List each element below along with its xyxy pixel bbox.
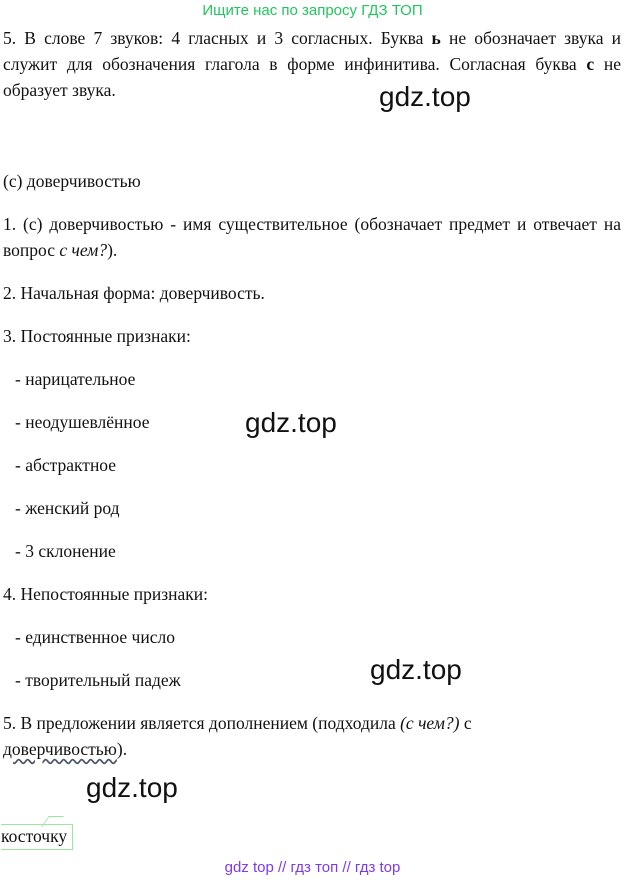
text-segment: не обозначает звука и служит для обозначения глагола в форме инфинитива. Согласная буква: [3, 28, 621, 74]
sound-analysis-paragraph: [3, 25, 621, 103]
text-segment: с: [459, 713, 472, 733]
watermark: gdz.top: [379, 81, 471, 112]
underlined-object: доверчивостью: [3, 739, 117, 759]
parse-item-4: 4. Непостоянные признаки:: [3, 584, 208, 604]
variable-feature: - творительный падеж: [15, 670, 181, 690]
text-segment: ).: [107, 240, 118, 260]
question-italic: с чем?: [59, 240, 108, 260]
footer-links: gdz top // гдз топ // гдз top: [224, 859, 401, 876]
text-segment: не образует звука.: [3, 54, 621, 100]
constant-feature: - неодушевлённое: [15, 412, 150, 432]
document-body: [3, 22, 621, 762]
constant-feature: - абстрактное: [15, 455, 117, 475]
parse-item-1: [3, 211, 621, 263]
question-italic: (с чем?): [400, 713, 460, 733]
parse-item-3: 3. Постоянные признаки:: [3, 326, 191, 346]
text-segment: 5. В слове 7 звуков: 4 гласных и 3 согласных. Буква: [3, 28, 432, 48]
watermark: gdz.top: [86, 772, 178, 803]
constant-feature: - 3 склонение: [15, 541, 116, 561]
parse-heading: (с) доверчивостью: [3, 171, 141, 191]
parse-item-2: 2. Начальная форма: доверчивость.: [3, 283, 265, 303]
constant-feature: - женский род: [15, 498, 120, 518]
text-segment: ).: [116, 739, 128, 759]
text-segment: 5. В предложении является дополнением (подходила: [3, 713, 401, 733]
top-banner: Ищите нас по запросу ГДЗ ТОП: [202, 2, 423, 19]
text-segment: 1. (с) доверчивостью - имя существительное (обозначает предмет и отвечает на вопрос: [3, 214, 621, 260]
constant-feature: - нарицательное: [15, 369, 136, 389]
watermark: gdz.top: [370, 654, 462, 685]
parse-item-5: [3, 710, 621, 762]
watermark: gdz.top: [245, 407, 337, 438]
letter-s: с: [586, 54, 595, 74]
letter-soft-sign: ь: [431, 28, 441, 48]
variable-feature: - единственное число: [15, 627, 175, 647]
morpheme-word: [1, 822, 67, 850]
word-text: косточку: [1, 826, 68, 846]
